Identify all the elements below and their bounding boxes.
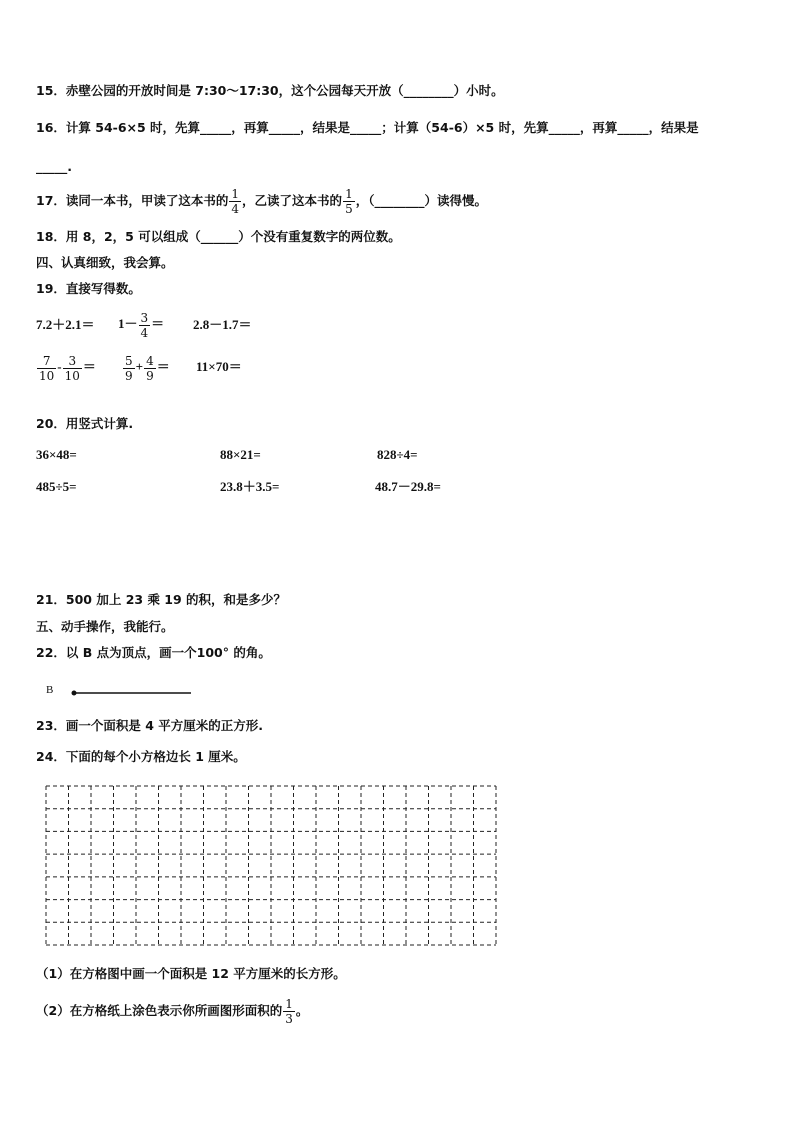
fraction-three-tenths [63,354,82,383]
ray-from-b [60,680,200,700]
calc-item-1 [36,446,77,464]
question-24-part-1 [36,965,346,983]
fraction-denominator: 10 [64,368,80,383]
calc-item-2 [220,446,261,464]
question-24-part-2-suffix: 。 [295,1003,309,1018]
question-16-text-1: 16．计算 54-6×5 时，先算_____，再算_____，结果是_____；计算（54-6）×5 时，先算_____，再算_____，结果是 [36,120,699,135]
expr-1 [36,316,95,334]
minus-sign: - [57,359,62,374]
expr-4 [36,349,96,385]
calc-item-text: 48.7－29.8= [375,479,441,494]
fraction-numerator: 1 [285,997,293,1011]
expr-6 [196,358,242,376]
calc-item-text: 23.8＋3.5= [220,479,280,494]
point-b-label [46,681,53,699]
fraction-numerator: 3 [68,353,77,368]
fraction-numerator: 1 [231,187,240,201]
expr-1-text: 7.2＋2.1＝ [36,317,95,332]
plus-sign: + [135,359,144,374]
question-16-text-2: _____. [36,159,72,174]
question-19-text: 19．直接写得数。 [36,281,141,296]
calc-item-text: 36×48= [36,447,77,462]
question-21 [36,591,286,609]
question-22-text: 22．以 B 点为顶点，画一个100° 的角。 [36,645,271,660]
fraction-three-quarters [139,311,151,340]
fraction-denominator: 10 [39,368,55,383]
question-17-part-3: ，（________）读得慢。 [355,193,487,208]
calc-item-4 [36,478,77,496]
fraction-denominator: 3 [285,1012,293,1026]
calc-item-6 [375,478,441,496]
question-24-part-2 [36,994,308,1028]
question-23 [36,717,263,735]
question-22 [36,644,271,662]
fraction-denominator: 9 [125,368,133,383]
calc-item-text: 485÷5= [36,479,77,494]
section-4-text: 四、认真细致，我会算。 [36,255,174,270]
fraction-numerator: 3 [140,310,149,325]
question-15-text: 15．赤壁公园的开放时间是 7:30～17:30，这个公园每天开放（________）小时。 [36,83,504,98]
fraction-denominator: 4 [140,325,149,340]
fraction-numerator: 7 [42,353,51,368]
section-4-heading [36,254,174,272]
question-17-part-1: 17．读同一本书，甲读了这本书的 [36,193,229,208]
question-16-line-2 [36,158,72,176]
section-5-heading [36,618,174,636]
fraction-denominator: 9 [146,368,154,383]
fraction-one-third [283,997,295,1026]
fraction-one-quarter [229,187,241,216]
expr-2-prefix: 1－ [118,316,138,331]
expr-4-equals: ＝ [82,359,96,374]
fraction-numerator: 4 [146,353,154,368]
question-21-text: 21．500 加上 23 乘 19 的积，和是多少？ [36,592,287,607]
expr-2-equals: ＝ [151,316,165,331]
question-16-line-1 [36,119,699,137]
calc-item-text: 828÷4= [377,447,418,462]
calc-item-3 [377,446,418,464]
fraction-five-ninths [123,354,135,383]
expr-3-text: 2.8－1.7＝ [193,317,252,332]
fraction-numerator: 1 [345,187,353,201]
question-23-text: 23．画一个面积是 4 平方厘米的正方形. [36,718,264,733]
question-17 [36,184,487,218]
fraction-one-fifth [343,187,355,216]
calc-item-5 [220,478,279,496]
question-15 [36,82,504,100]
question-24-part-1-text: （1）在方格图中画一个面积是 12 平方厘米的长方形。 [36,966,346,981]
calc-item-text: 88×21= [220,447,261,462]
fraction-numerator: 5 [125,353,133,368]
question-20-text: 20．用竖式计算. [36,416,134,431]
section-5-text: 五、动手操作，我能行。 [36,619,174,634]
expr-5 [122,349,170,385]
question-20-title [36,415,133,433]
fraction-denominator: 4 [231,202,240,216]
question-24 [36,748,246,766]
expr-2 [118,306,164,342]
question-24-part-2-prefix: （2）在方格纸上涂色表示你所画图形面积的 [36,1003,283,1018]
question-17-part-2: ，乙读了这本书的 [242,193,343,208]
fraction-seven-tenths [37,354,56,383]
square-grid[interactable] [45,785,497,946]
expr-5-equals: ＝ [156,359,170,374]
question-24-text: 24．下面的每个小方格边长 1 厘米。 [36,749,246,764]
point-label-text: B [46,684,54,696]
fraction-denominator: 5 [345,202,353,216]
question-19-title [36,280,141,298]
fraction-four-ninths [144,354,156,383]
expr-3 [193,316,252,334]
question-18-text: 18．用 8，2，5 可以组成（______）个没有重复数字的两位数。 [36,229,401,244]
expr-6-text: 11×70＝ [196,359,242,374]
question-18 [36,228,401,246]
